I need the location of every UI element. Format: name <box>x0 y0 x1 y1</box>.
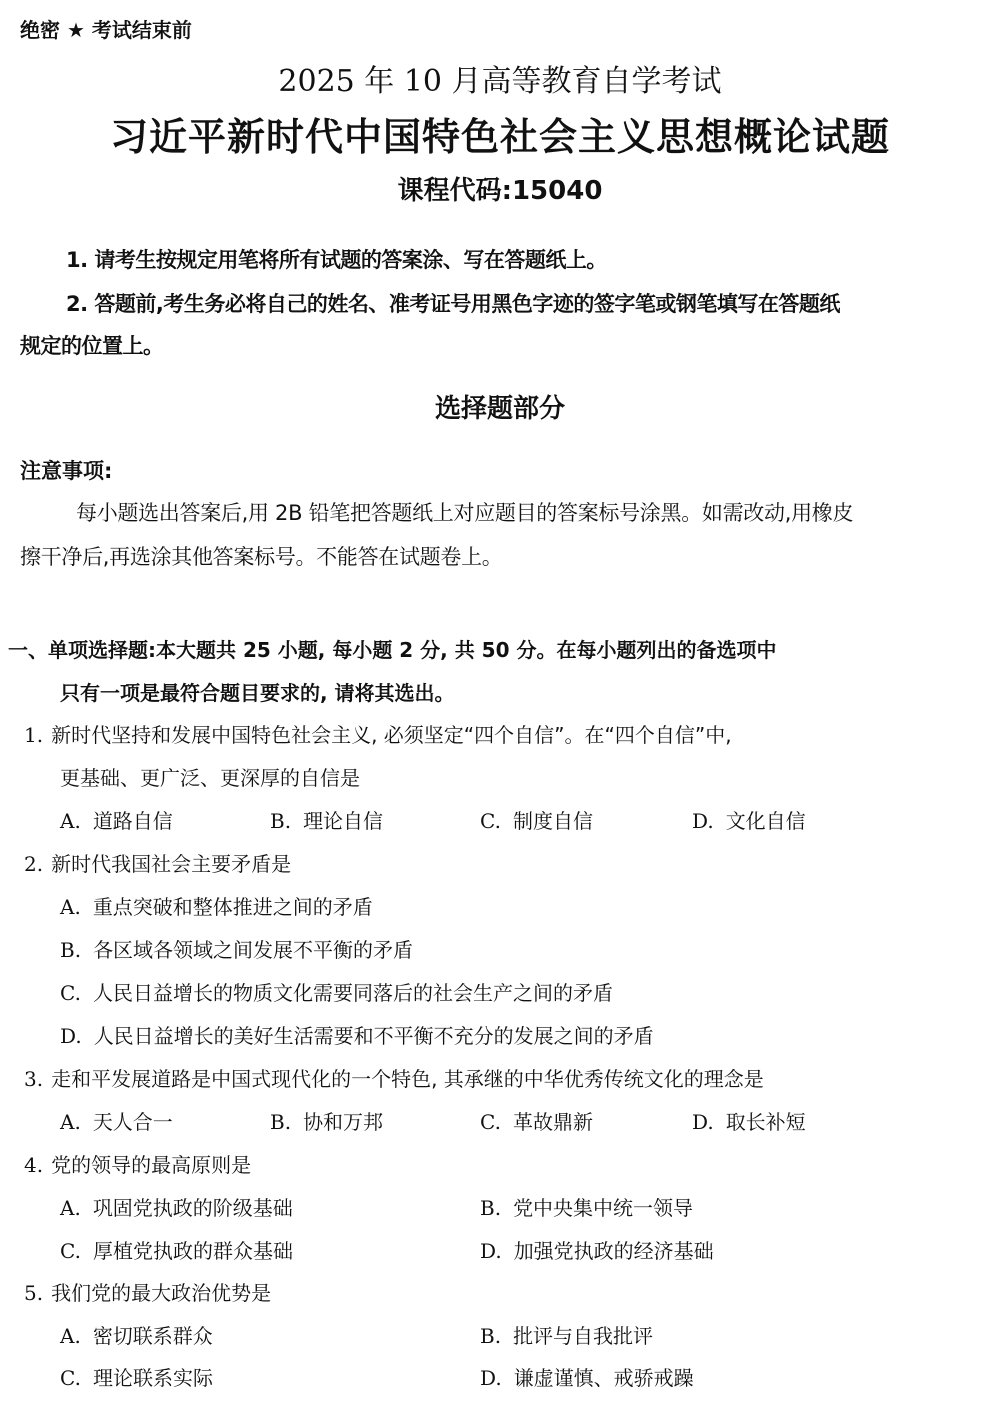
question-3-option-d: D. 取长补短 <box>692 1110 806 1134</box>
question-5-option-a: A. 密切联系群众 <box>60 1324 213 1348</box>
question-2-option-a: A. 重点突破和整体推进之间的矛盾 <box>60 895 373 919</box>
question-2-stem: 2. 新时代我国社会主要矛盾是 <box>24 852 292 876</box>
section-title: 选择题部分 <box>434 394 565 424</box>
question-2-option-c: C. 人民日益增长的物质文化需要同落后的社会生产之间的矛盾 <box>60 981 613 1005</box>
question-number: 3. <box>24 1067 44 1091</box>
question-3-option-c: C. 革故鼎新 <box>480 1110 593 1134</box>
question-2-option-d: D. 人民日益增长的美好生活需要和不平衡不充分的发展之间的矛盾 <box>60 1024 654 1048</box>
notice-heading: 注意事项: <box>20 459 113 483</box>
course-code: 课程代码:15040 <box>397 176 603 206</box>
instruction-1: 1. 请考生按规定用笔将所有试题的答案涂、写在答题纸上。 <box>66 248 607 272</box>
question-3-option-a: A. 天人合一 <box>60 1110 173 1134</box>
question-4-option-b: B. 党中央集中统一领导 <box>480 1196 694 1220</box>
instruction-2-cont: 规定的位置上。 <box>20 334 164 358</box>
exam-title: 习近平新时代中国特色社会主义思想概论试题 <box>109 115 890 159</box>
question-4-option-c: C. 厚植党执政的群众基础 <box>60 1239 293 1263</box>
exam-session: 2025 年 10 月高等教育自学考试 <box>278 64 722 99</box>
question-1-option-a: A. 道路自信 <box>60 809 173 833</box>
confidential-mark: 绝密 ★ 考试结束前 <box>20 18 192 42</box>
question-3-stem: 3. 走和平发展道路是中国式现代化的一个特色, 其承继的中华优秀传统文化的理念是 <box>24 1067 764 1091</box>
question-number: 5. <box>24 1281 44 1305</box>
question-number: 2. <box>24 852 44 876</box>
question-4-option-a: A. 巩固党执政的阶级基础 <box>60 1196 293 1220</box>
question-5-option-c: C. 理论联系实际 <box>60 1366 213 1390</box>
question-1-option-c: C. 制度自信 <box>480 809 593 833</box>
question-number: 1. <box>24 723 44 747</box>
instruction-2: 2. 答题前,考生务必将自己的姓名、准考证号用黑色字迹的签字笔或钢笔填写在答题纸 <box>66 292 840 316</box>
question-1-stem: 1. 新时代坚持和发展中国特色社会主义, 必须坚定“四个自信”。在“四个自信”中, <box>24 723 732 747</box>
part-heading-line-2: 只有一项是最符合题目要求的, 请将其选出。 <box>60 681 455 705</box>
question-number: 4. <box>24 1153 44 1177</box>
question-4-stem: 4. 党的领导的最高原则是 <box>24 1153 252 1177</box>
question-4-option-d: D. 加强党执政的经济基础 <box>480 1239 714 1263</box>
question-2-option-b: B. 各区域各领域之间发展不平衡的矛盾 <box>60 938 414 962</box>
question-1-stem-cont: 更基础、更广泛、更深厚的自信是 <box>60 766 360 790</box>
question-1-option-b: B. 理论自信 <box>270 809 384 833</box>
question-3-option-b: B. 协和万邦 <box>270 1110 384 1134</box>
question-5-option-d: D. 谦虚谨慎、戒骄戒躁 <box>480 1366 694 1390</box>
question-5-stem: 5. 我们党的最大政治优势是 <box>24 1281 272 1305</box>
notice-line-1: 每小题选出答案后,用 2B 铅笔把答题纸上对应题目的答案标号涂黑。如需改动,用橡皮 <box>76 501 854 525</box>
notice-line-2: 擦干净后,再选涂其他答案标号。不能答在试题卷上。 <box>20 545 503 569</box>
question-1-option-d: D. 文化自信 <box>692 809 806 833</box>
question-5-option-b: B. 批评与自我批评 <box>480 1324 654 1348</box>
part-heading-line-1: 一、单项选择题:本大题共 25 小题, 每小题 2 分, 共 50 分。在每小题列出的备选项中 <box>8 638 777 662</box>
